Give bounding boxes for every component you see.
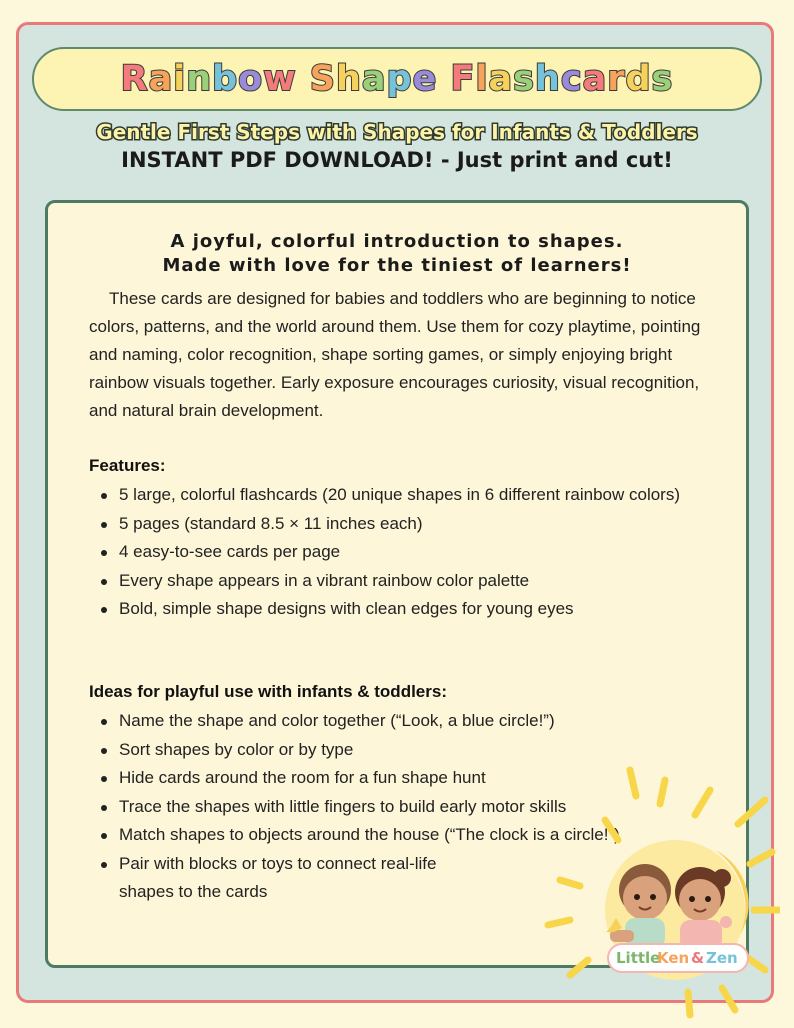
- intro-line-2: Made with love for the tiniest of learners!: [162, 255, 632, 276]
- title-letter: h: [335, 59, 362, 99]
- list-item: Bold, simple shape designs with clean edges for young eyes: [119, 595, 729, 624]
- title-letter: a: [582, 59, 608, 99]
- title-letter: o: [238, 59, 264, 99]
- title-letter: p: [386, 59, 413, 99]
- subtitle: Gentle First Steps with Shapes for Infants & Toddlers: [96, 120, 698, 144]
- title-letter: e: [412, 59, 438, 99]
- title-letter: i: [173, 59, 187, 99]
- list-item: 5 pages (standard 8.5 × 11 inches each): [119, 510, 729, 539]
- title-letter: l: [475, 59, 489, 99]
- title-letter: R: [120, 59, 149, 99]
- title-letter: b: [212, 59, 239, 99]
- title-letter: a: [488, 59, 514, 99]
- title-letter: d: [625, 59, 652, 99]
- title-letter: a: [361, 59, 387, 99]
- brand-mascot-illustration: [540, 760, 780, 1020]
- title-letter: S: [309, 59, 336, 99]
- list-item: 4 easy-to-see cards per page: [119, 538, 729, 567]
- title-letter: w: [263, 59, 297, 99]
- list-item: Trace the shapes with little fingers to build early motor skills: [119, 793, 689, 822]
- description-paragraph: These cards are designed for babies and toddlers who are beginning to notice colors, patterns, and the world around them. Use them for cozy playtime, pointing and naming, color recognition, shape sorting games, or simply enjoying bright rainbow visuals together. Early exposure encourages curiosity, visual recognition, and natural brain development.: [89, 289, 701, 420]
- title-letter: r: [607, 59, 626, 99]
- instant-download-notice: INSTANT PDF DOWNLOAD! - Just print and cut!: [121, 148, 673, 172]
- brand-text: &: [691, 949, 705, 967]
- list-item: Sort shapes by color or by type: [119, 736, 689, 765]
- brand-text: Zen: [706, 949, 738, 967]
- intro-line-1: A joyful, colorful introduction to shapes.: [170, 231, 624, 252]
- list-item: Hide cards around the room for a fun shape hunt: [119, 764, 689, 793]
- list-item: Every shape appears in a vibrant rainbow color palette: [119, 567, 729, 596]
- list-item: 5 large, colorful flashcards (20 unique shapes in 6 different rainbow colors): [119, 481, 729, 510]
- title-letter: s: [651, 59, 674, 99]
- title-word-flashcards: [451, 59, 674, 99]
- title-banner: [32, 47, 762, 111]
- features-list: [89, 481, 729, 624]
- list-item: Match shapes to objects around the house (“The clock is a circle!”): [119, 821, 689, 850]
- title-letter: F: [450, 59, 476, 99]
- title-word-shape: [310, 59, 451, 99]
- brand-text: Ken: [657, 949, 690, 967]
- features-heading: Features:: [89, 456, 166, 475]
- title-letter: s: [513, 59, 535, 99]
- title-letter: h: [534, 59, 561, 99]
- brand-text: Little: [616, 949, 661, 967]
- title-letter: c: [560, 59, 583, 99]
- list-item: Name the shape and color together (“Look, a blue circle!”): [119, 707, 689, 736]
- title-letter: n: [186, 59, 213, 99]
- ideas-heading: Ideas for playful use with infants & toddlers:: [89, 682, 447, 701]
- list-item: Pair with blocks or toys to connect real-life shapes to the cards: [119, 850, 489, 907]
- title-letter: a: [148, 59, 174, 99]
- page-title: [121, 59, 674, 99]
- brand-logo: [608, 944, 748, 972]
- intro-heading: [0, 230, 794, 278]
- title-word-rainbow: [121, 59, 310, 99]
